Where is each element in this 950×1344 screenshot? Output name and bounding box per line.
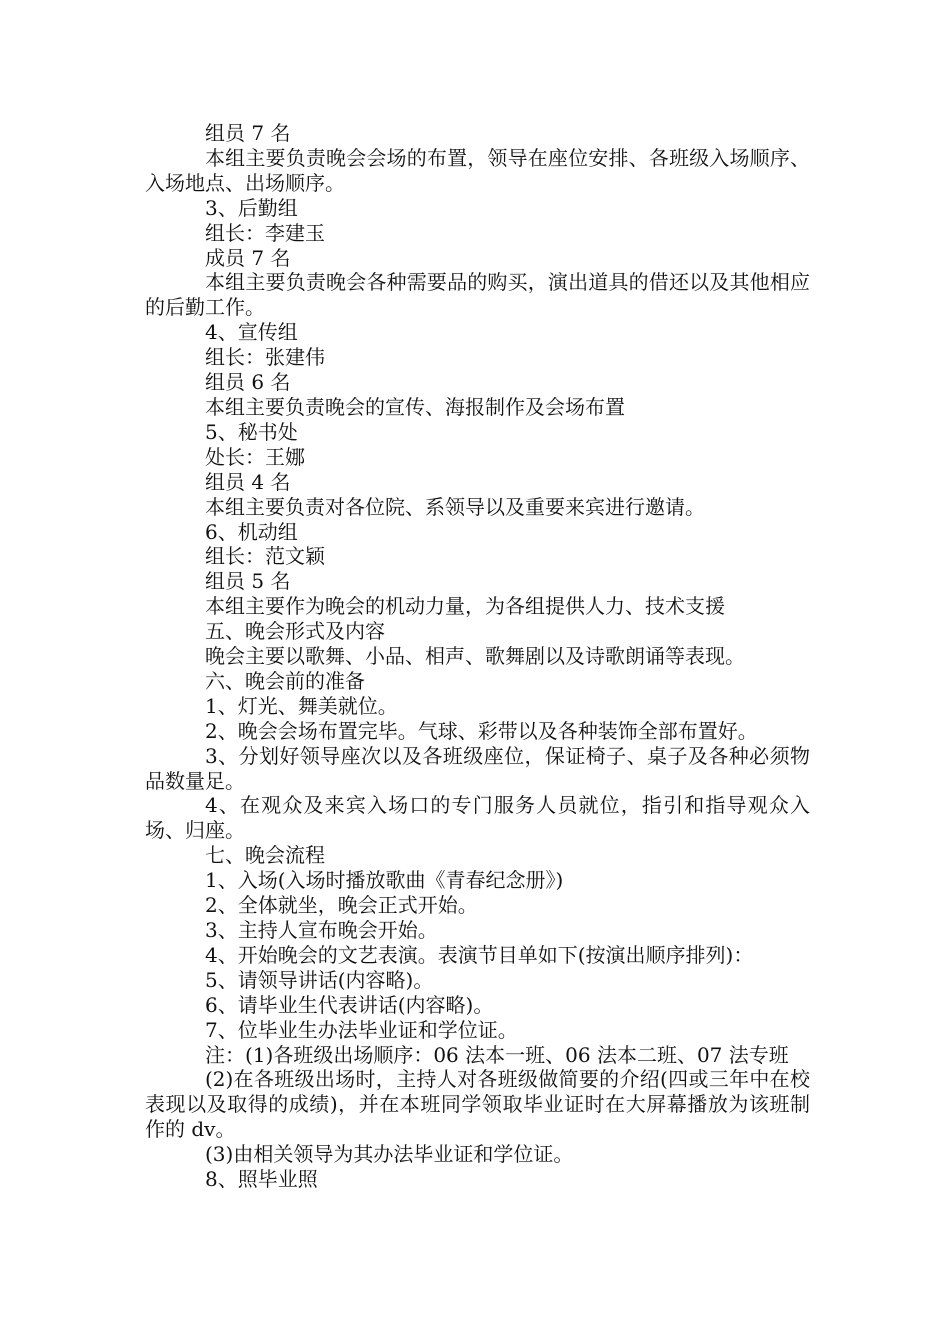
section-heading: 5、秘书处 [205, 419, 298, 444]
list-item: 3、分划好领导座次以及各班级座位，保证椅子、桌子及各种必须物品数量足。 [145, 743, 810, 793]
section-heading: 七、晚会流程 [205, 843, 325, 868]
text-line: 组长：李建玉 [205, 220, 325, 245]
list-item: 3、主持人宣布晚会开始。 [205, 918, 438, 942]
list-item: 4、在观众及来宾入场口的专门服务人员就位，指引和指导观众入场、归座。 [145, 793, 810, 843]
text-line: 本组主要负责对各位院、系领导以及重要来宾进行邀请。 [205, 494, 705, 519]
list-item: 1、入场(入场时播放歌曲《青春纪念册》) [205, 868, 564, 893]
text-line: 处长：王娜 [205, 444, 305, 469]
document-body [145, 121, 810, 1192]
text-line: 组长：范文颖 [205, 544, 325, 569]
note-paragraph: (2)在各班级出场时，主持人对各班级做简要的介绍(四或三年中在校表现以及取得的成绩)，并在本班同学领取毕业证时在大屏幕播放为该班制作的 dv。 [145, 1067, 810, 1142]
list-item: 6、请毕业生代表讲话(内容略)。 [205, 992, 494, 1017]
list-item: 5、请领导讲话(内容略)。 [205, 967, 434, 992]
section-heading: 4、宣传组 [205, 320, 298, 345]
list-item: 1、灯光、舞美就位。 [205, 693, 398, 718]
text-line: 组员 4 名 [205, 469, 291, 494]
text-line: 晚会主要以歌舞、小品、相声、歌舞剧以及诗歌朗诵等表现。 [205, 644, 745, 669]
text-line: 成员 7 名 [205, 245, 291, 270]
paragraph: 本组主要负责晚会会场的布置，领导在座位安排、各班级入场顺序、入场地点、出场顺序。 [145, 145, 810, 195]
note-paragraph: (3)由相关领导为其办法毕业证和学位证。 [205, 1142, 574, 1167]
list-item: 8、照毕业照 [205, 1167, 318, 1192]
paragraph: 本组主要负责晚会各种需要品的购买，演出道具的借还以及其他相应的后勤工作。 [145, 270, 810, 320]
list-item: 2、晚会会场布置完毕。气球、彩带以及各种装饰全部布置好。 [205, 718, 758, 743]
text-line: 组长：张建伟 [205, 345, 325, 370]
section-heading: 6、机动组 [205, 519, 298, 544]
text-line: 组员 7 名 [205, 121, 291, 145]
section-heading: 六、晚会前的准备 [205, 668, 365, 693]
list-item: 7、位毕业生办法毕业证和学位证。 [205, 1017, 518, 1042]
text-line: 组员 5 名 [205, 569, 291, 594]
list-item: 4、开始晚会的文艺表演。表演节目单如下(按演出顺序排列)： [205, 942, 754, 967]
text-line: 本组主要作为晚会的机动力量，为各组提供人力、技术支援 [205, 594, 725, 619]
text-line: 本组主要负责晚会的宣传、海报制作及会场布置 [205, 394, 625, 419]
list-item: 2、全体就坐，晚会正式开始。 [205, 893, 478, 918]
section-heading: 3、后勤组 [205, 195, 298, 220]
text-line: 组员 6 名 [205, 370, 291, 395]
note-paragraph: 注：(1)各班级出场顺序：06 法本一班、06 法本二班、07 法专班 [205, 1042, 789, 1067]
section-heading: 五、晚会形式及内容 [205, 619, 385, 644]
